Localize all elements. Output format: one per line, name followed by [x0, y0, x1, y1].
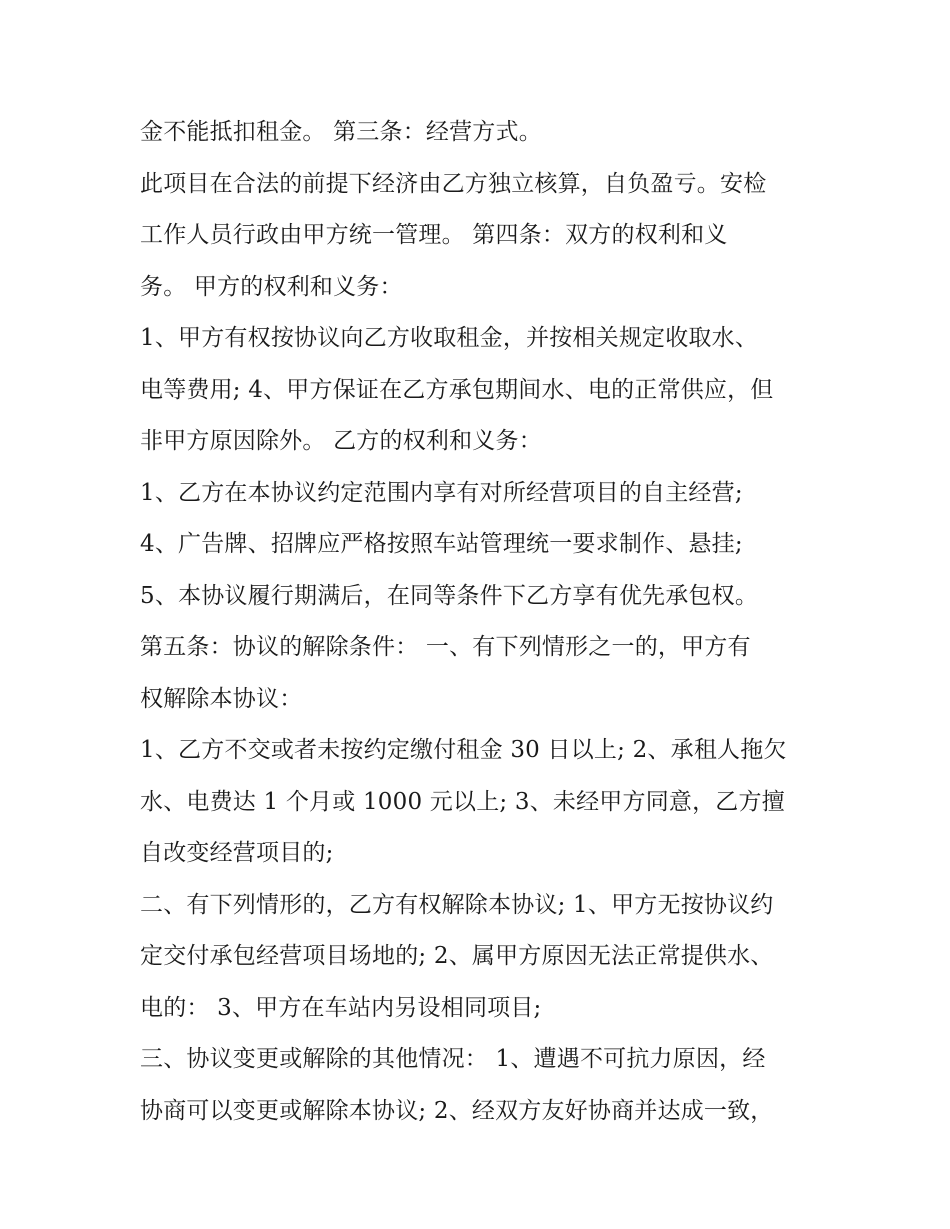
text-line: 工作人员行政由甲方统一管理。 第四条：双方的权利和义 — [140, 222, 728, 248]
text-line: 此项目在合法的前提下经济由乙方独立核算，自负盈亏。安检 — [140, 170, 767, 197]
text-line: 务。 甲方的权利和义务： — [140, 273, 403, 300]
text-line: 协商可以变更或解除本协议; 2、经双方友好协商并达成一致， — [140, 1097, 774, 1124]
text-line: 第五条：协议的解除条件： 一、有下列情形之一的，甲方有 — [140, 634, 751, 660]
text-line: 二、有下列情形的，乙方有权解除本协议; 1、甲方无按协议约 — [140, 891, 774, 918]
text-line: 自改变经营项目的; — [140, 840, 334, 866]
text-line: 1、甲方有权按协议向乙方收取租金，并按相关规定收取水、 — [140, 325, 759, 351]
text-line: 电等费用; 4、甲方保证在乙方承包期间水、电的正常供应，但 — [140, 376, 774, 403]
text-line: 三、协议变更或解除的其他情况： 1、遭遇不可抗力原因，经 — [140, 1046, 766, 1072]
text-line: 非甲方原因除外。 乙方的权利和义务： — [140, 428, 542, 454]
text-line: 5、本协议履行期满后，在同等条件下乙方享有优先承包权。 — [140, 582, 759, 609]
text-line: 定交付承包经营项目场地的; 2、属甲方原因无法正常提供水、 — [140, 943, 774, 969]
text-line: 金不能抵扣租金。 第三条：经营方式。 — [140, 119, 542, 145]
text-line: 电的： 3、甲方在车站内另设相同项目; — [140, 994, 542, 1021]
text-line: 1、乙方在本协议约定范围内享有对所经营项目的自主经营; — [140, 479, 743, 506]
text-line: 水、电费达 1 个月或 1000 元以上; 3、未经甲方同意，乙方擅 — [140, 788, 785, 815]
text-line: 权解除本协议： — [140, 685, 303, 712]
document-body — [140, 107, 830, 1137]
text-line: 1、乙方不交或者未按约定缴付租金 30 日以上; 2、承租人拖欠 — [140, 737, 787, 763]
text-line: 4、广告牌、招牌应严格按照车站管理统一要求制作、悬挂; — [140, 531, 743, 557]
